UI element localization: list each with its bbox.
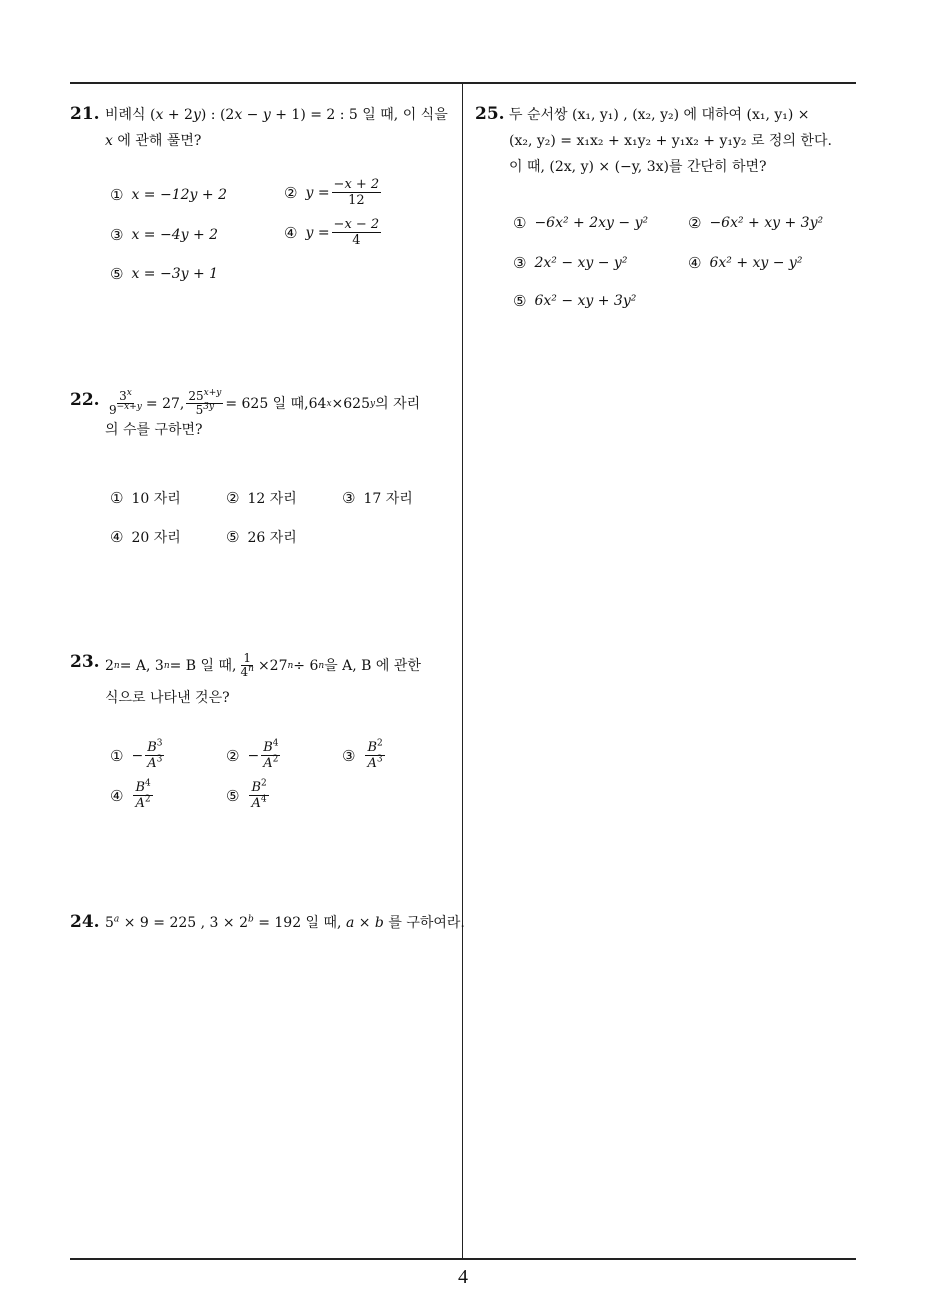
problem-24 bbox=[70, 912, 465, 942]
problem-stem: 두 순서쌍 (x₁, y₁) , (x₂, y₂) 에 대하여 (x₁, y₁) × (x₂, y₂) = x₁x₂ + x₁y₂ + y₁x₂ + y₁y₂ 로 정의 한다. 이 때, (2x, y) × (−y, 3x)를 간단히 하면? bbox=[509, 107, 832, 175]
problem-stem: $\frac{3^x}{9^{-x+y}}$ = 27, $\frac{25^{x+y}}{5^{3y}}$ = 625 일 때, 64 x ×625 y 의 자리 의 수를 구하면? bbox=[105, 388, 421, 438]
choice-25-4[interactable]: ④ 6x² + xy − y² bbox=[688, 254, 803, 272]
choice-25-5[interactable]: ⑤ 6x² − xy + 3y² bbox=[513, 292, 637, 310]
fraction: $\frac{25^{x+y}}{5^{3y}}$ bbox=[188, 388, 222, 417]
choice-25-1[interactable]: ① −6x² + 2xy − y² bbox=[513, 214, 649, 232]
problem-number: 21. bbox=[70, 104, 100, 124]
choice-21-4[interactable]: ④ y = $\frac{-x - 2}{4}$ bbox=[284, 217, 380, 248]
fraction: $\frac{-x + 2}{12}$ bbox=[333, 177, 380, 208]
fraction: $\frac{B^2}{A^3}$ bbox=[367, 738, 383, 771]
problem-number: 25. bbox=[475, 104, 505, 124]
fraction: $\frac{B^2}{A^4}$ bbox=[251, 778, 267, 811]
page-number: 4 bbox=[458, 1266, 468, 1288]
choice-23-4[interactable]: ④ $\frac{B^4}{A^2}$ bbox=[110, 778, 151, 811]
problem-stem: $5^a \times 9 = 225$ , $3 \times 2^b = 192$ 일 때, a × b 를 구하여라. bbox=[105, 914, 465, 931]
choice-23-5[interactable]: ⑤ $\frac{B^2}{A^4}$ bbox=[226, 778, 267, 811]
fraction: $\frac{3^x}{9^{-x+y}}$ bbox=[109, 388, 142, 417]
choice-23-2[interactable]: ② − $\frac{B^4}{A^2}$ bbox=[226, 738, 279, 771]
fraction: $\frac{B^3}{A^3}$ bbox=[147, 738, 163, 771]
choice-21-3[interactable]: ③ x = −4y + 2 bbox=[110, 226, 219, 244]
choice-23-1[interactable]: ① − $\frac{B^3}{A^3}$ bbox=[110, 738, 163, 771]
problem-number: 24. bbox=[70, 912, 100, 932]
choice-22-3[interactable]: ③ 17 자리 bbox=[342, 489, 413, 507]
choice-21-5[interactable]: ⑤ x = −3y + 1 bbox=[110, 265, 219, 283]
choice-23-3[interactable]: ③ $\frac{B^2}{A^3}$ bbox=[342, 738, 383, 771]
choice-21-1[interactable]: ① x = −12y + 2 bbox=[110, 186, 227, 204]
problem-stem: 2 n = A, 3 n = B 일 때, $\frac{1}{4^n}$ ×27 n ÷ 6 n 을 A, B 에 관한 식으로 나타낸 것은? bbox=[105, 651, 421, 706]
problem-number: 22. bbox=[70, 390, 100, 410]
problem-23 bbox=[70, 652, 460, 712]
choice-22-2[interactable]: ② 12 자리 bbox=[226, 489, 297, 507]
choice-25-2[interactable]: ② −6x² + xy + 3y² bbox=[688, 214, 824, 232]
choice-21-2[interactable]: ② y = $\frac{-x + 2}{12}$ bbox=[284, 177, 380, 208]
problem-stem: 비례식 (x + 2y) : (2x − y + 1) = 2 : 5 일 때, 이 식을 x 에 관해 풀면? bbox=[105, 107, 448, 149]
problem-22 bbox=[70, 390, 460, 460]
bottom-rule bbox=[70, 1258, 856, 1260]
fraction: $\frac{1}{4^n}$ bbox=[240, 651, 254, 679]
fraction: $\frac{-x - 2}{4}$ bbox=[333, 217, 380, 248]
choice-25-3[interactable]: ③ 2x² − xy − y² bbox=[513, 254, 628, 272]
choice-22-4[interactable]: ④ 20 자리 bbox=[110, 528, 181, 546]
fraction: $\frac{B^4}{A^2}$ bbox=[263, 738, 279, 771]
choice-22-5[interactable]: ⑤ 26 자리 bbox=[226, 528, 297, 546]
choice-22-1[interactable]: ① 10 자리 bbox=[110, 489, 181, 507]
problem-number: 23. bbox=[70, 652, 100, 672]
column-divider bbox=[462, 83, 463, 1258]
fraction: $\frac{B^4}{A^2}$ bbox=[135, 778, 151, 811]
problem-25 bbox=[475, 104, 860, 184]
